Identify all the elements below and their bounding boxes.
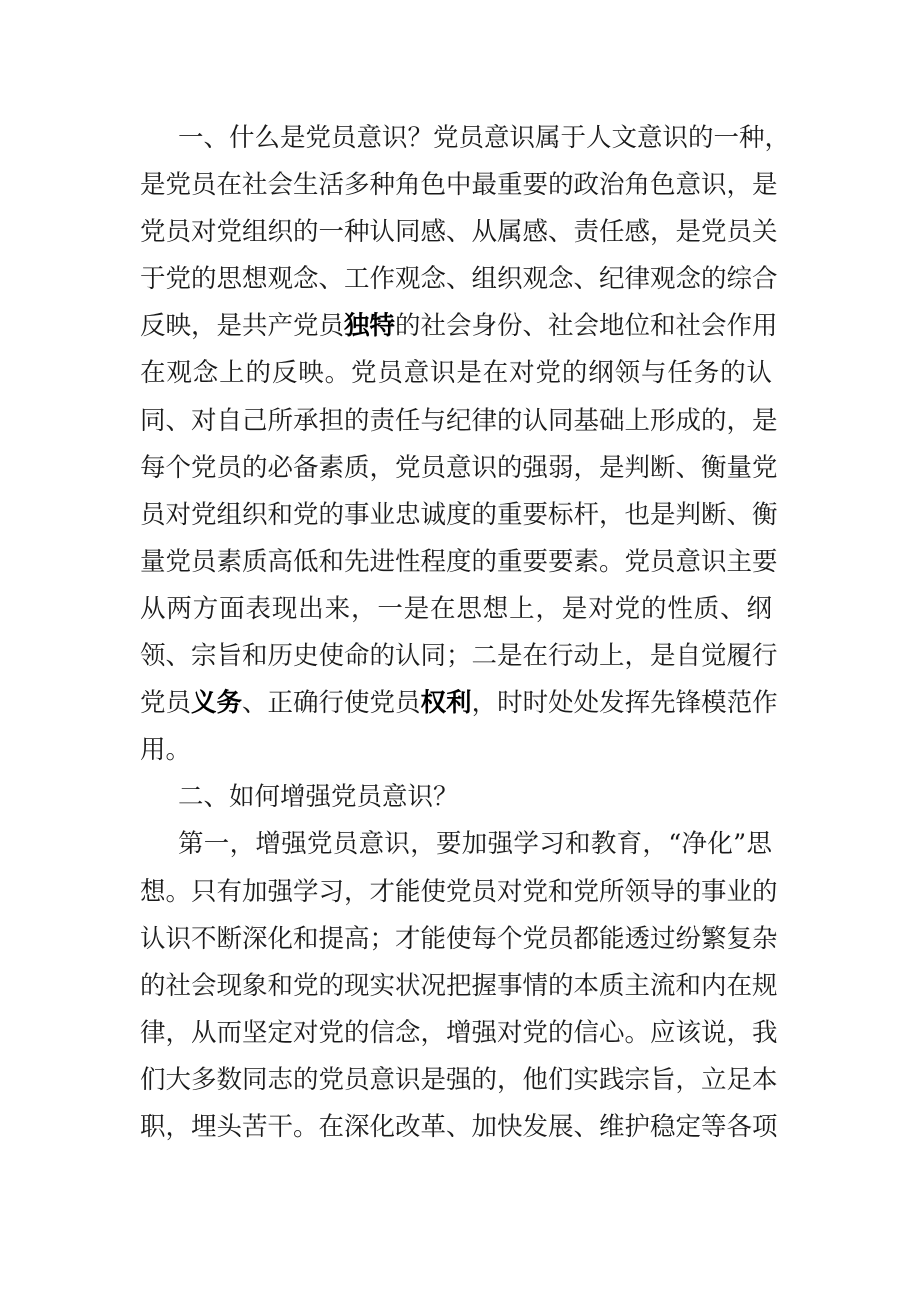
line-text: 的社会现象和党的现实状况把握事情的本质主流和内在规 [140,970,778,1001]
line-text: 反映，是共产党员 [140,311,345,342]
paragraph-line [140,303,778,350]
paragraph-line [140,398,778,445]
line-text: 员对党组织和党的事业忠诚度的重要标杆，也是判断、衡 [140,499,778,530]
line-text: 党员对党组织的一种认同感、从属感、责任感，是党员关 [140,217,778,248]
heading-text: 二、如何增强党员意识？ [178,782,459,813]
line-text: 用。 [140,735,192,766]
line-text: 律，从而坚定对党的信念，增强对党的信心。应该说，我 [140,1017,778,1048]
paragraph-line [140,492,778,539]
paragraph-line [140,539,778,586]
paragraph-line [140,680,778,727]
paragraph-line [140,1010,778,1057]
paragraph-line [140,821,772,868]
line-text: 每个党员的必备素质，党员意识的强弱，是判断、衡量党 [140,452,778,483]
line-text: 第一，增强党员意识，要加强学习和教育，“净化”思 [178,829,772,860]
line-text: 在观念上的反映。党员意识是在对党的纲领与任务的认 [140,358,772,389]
paragraph-line [140,1057,778,1104]
paragraph-line [140,869,778,916]
paragraph-line [140,1104,778,1151]
line-text: 职，埋头苦干。在深化改革、加快发展、维护稳定等各项 [140,1111,778,1142]
bold-term: 独特 [344,311,396,342]
paragraph-line [140,209,778,256]
line-text: 、正确行使党员 [242,688,421,719]
paragraph-line [140,350,772,397]
paragraph-line [140,586,772,633]
line-text: 从两方面表现出来，一是在思想上，是对党的性质、纲 [140,593,772,624]
line-text: 同、对自己所承担的责任与纪律的认同基础上形成的，是 [140,405,778,436]
paragraph-line [140,916,778,963]
paragraph-line [140,115,791,162]
line-text: 一、什么是党员意识？党员意识属于人文意识的一种， [178,123,791,153]
line-text: 量党员素质高低和先进性程度的重要要素。党员意识主要 [140,546,778,577]
line-text: 领、宗旨和历史使命的认同；二是在行动上，是自觉履行 [140,641,778,672]
paragraph-line [140,256,778,303]
line-text: 党员 [140,688,192,719]
bold-term: 权利 [420,688,472,719]
line-text: 们大多数同志的党员意识是强的，他们实践宗旨，立足本 [140,1064,778,1095]
line-text: 是党员在社会生活多种角色中最重要的政治角色意识，是 [140,170,778,201]
line-text: 认识不断深化和提高；才能使每个党员都能透过纷繁复杂 [140,923,778,954]
paragraph-line [140,445,778,492]
bold-term: 义务 [191,688,243,719]
paragraph-line [140,633,778,680]
paragraph-line [140,727,772,774]
body-text [140,115,791,1151]
paragraph-line [140,162,778,209]
line-text: ，时时处处发挥先锋模范作 [471,688,778,719]
line-text: 于党的思想观念、工作观念、组织观念、纪律观念的综合 [140,264,778,295]
line-text: 的社会身份、社会地位和社会作用 [395,311,778,342]
section-heading [140,774,772,821]
line-text: 想。只有加强学习，才能使党员对党和党所领导的事业的 [140,876,778,907]
paragraph-line [140,963,778,1010]
